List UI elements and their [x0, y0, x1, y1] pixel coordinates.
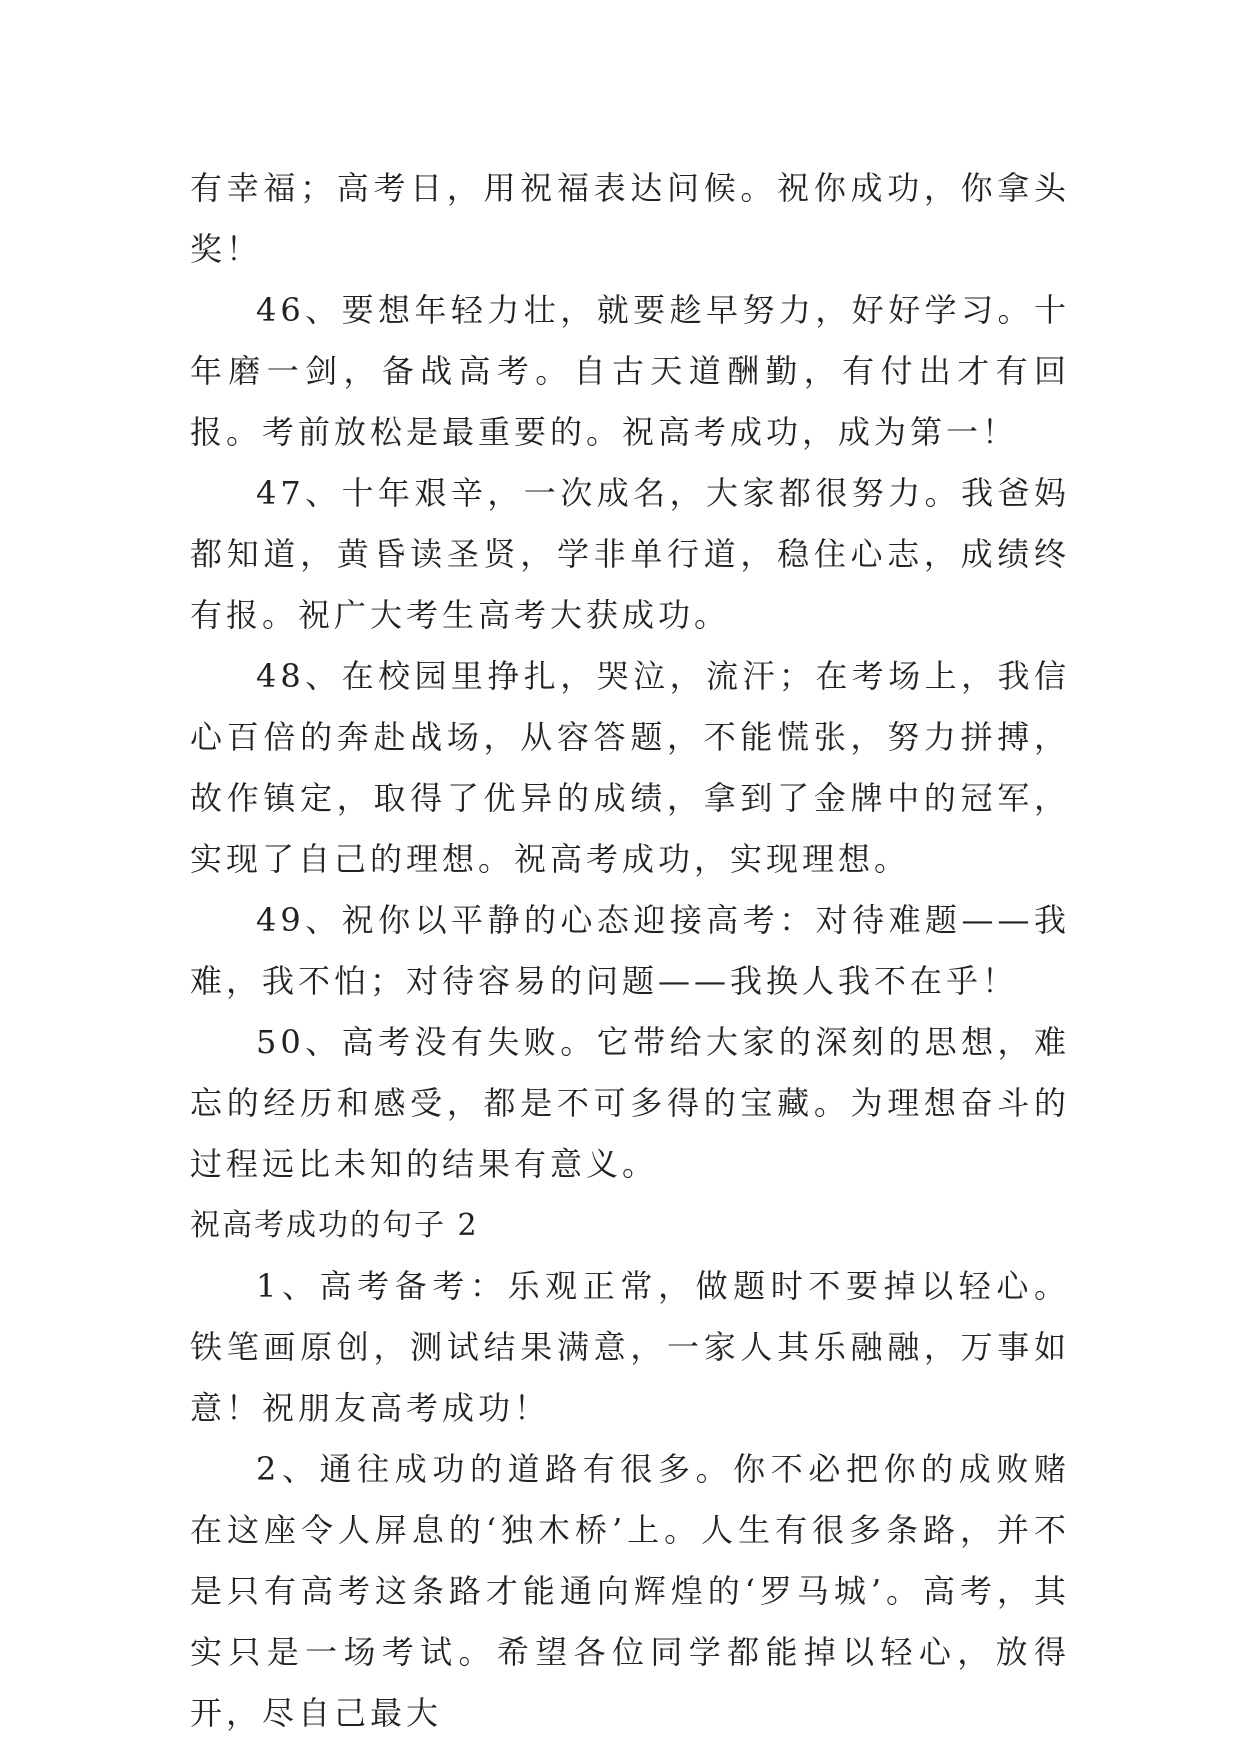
- paragraph-item-47: 47、十年艰辛，一次成名，大家都很努力。我爸妈都知道，黄昏读圣贤，学非单行道，稳住心志，成绩终有报。祝广大考生高考大获成功。: [190, 474, 1070, 634]
- document-body: [190, 158, 1070, 1744]
- paragraph-item-48: 48、在校园里挣扎，哭泣，流汗；在考场上，我信心百倍的奔赴战场，从容答题，不能慌张，努力拼搏，故作镇定，取得了优异的成绩，拿到了金牌中的冠军，实现了自己的理想。祝高考成功，实现理想。: [190, 657, 1070, 878]
- paragraph-item-1: 1、高考备考：乐观正常，做题时不要掉以轻心。铁笔画原创，测试结果满意，一家人其乐融融，万事如意！祝朋友高考成功！: [190, 1267, 1070, 1427]
- paragraph-item-49: 49、祝你以平静的心态迎接高考：对待难题——我难，我不怕；对待容易的问题——我换人我不在乎！: [190, 901, 1070, 1000]
- section-heading: 祝高考成功的句子 2: [190, 1208, 479, 1243]
- paragraph-continuation: 有幸福；高考日，用祝福表达问候。祝你成功，你拿头奖！: [190, 169, 1070, 268]
- paragraph-item-46: 46、要想年轻力壮，就要趁早努力，好好学习。十年磨一剑，备战高考。自古天道酬勤，有付出才有回报。考前放松是最重要的。祝高考成功，成为第一！: [190, 291, 1070, 451]
- paragraph-item-2: 2、通往成功的道路有很多。你不必把你的成败赌在这座令人屏息的‘独木桥’上。人生有很多条路，并不是只有高考这条路才能通向辉煌的‘罗马城’。高考，其实只是一场考试。希望各位同学都能掉以轻心，放得开，尽自己最大: [190, 1450, 1070, 1732]
- paragraph-item-50: 50、高考没有失败。它带给大家的深刻的思想，难忘的经历和感受，都是不可多得的宝藏。为理想奋斗的过程远比未知的结果有意义。: [190, 1023, 1070, 1183]
